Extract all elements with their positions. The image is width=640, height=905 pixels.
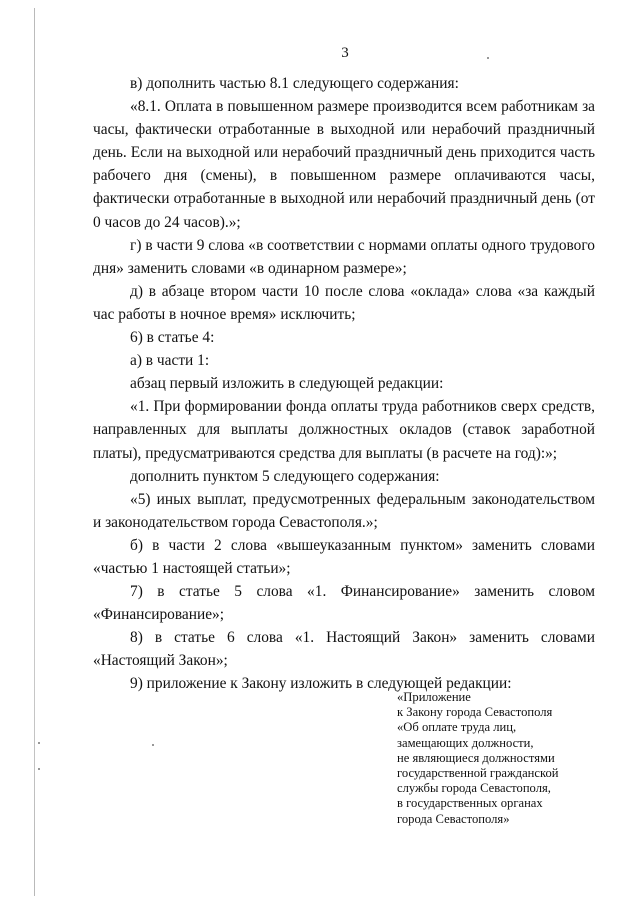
scan-speck: [38, 768, 40, 770]
appendix-line: города Севастополя»: [397, 811, 510, 826]
appendix-line: к Закону города Севастополя: [397, 705, 553, 720]
appendix-line: службы города Севастополя,: [397, 781, 551, 796]
appendix-line: «Приложение: [397, 690, 471, 704]
paragraph-part-9: г) в части 9 слова «в соответствии с нормами оплаты одного трудового дня» заменить словами «в одинарном размере»;: [93, 236, 595, 277]
paragraph-part-10: д) в абзаце втором части 10 после слова «оклада» слова «за каждый час работы в ночное время» исключить;: [93, 282, 595, 323]
appendix-line: «Об оплате труда лиц,: [397, 720, 517, 735]
paragraph-amend-part-8-1: в) дополнить частью 8.1 следующего содержания:: [130, 75, 459, 92]
paragraph-article-4: 6) в статье 4:: [130, 329, 215, 347]
appendix-line: государственной гражданской: [397, 766, 559, 781]
appendix-line: замещающих должности,: [397, 735, 534, 750]
scan-speck: [152, 744, 154, 746]
paragraph-article-5: 7) в статье 5 слова «1. Финансирование» заменить словом «Финансирование»;: [93, 583, 595, 624]
appendix-line: в государственных органах: [397, 796, 543, 811]
paragraph-article-6: 8) в статье 6 слова «1. Настоящий Закон» заменить словами «Настоящий Закон»;: [93, 629, 595, 670]
paragraph-part-8-1-text: «8.1. Оплата в повышенном размере производится всем работникам за часы, фактически отработанные в выходной или нерабочий праздничный день. Если на выходной или нерабочий праздничный день приходится часть рабочего дня (смены), в повышенном размере оплачиваются часы, фактически отработанные в выходной или нерабочий праздничный день (от 0 часов до 24 часов).»;: [93, 98, 595, 231]
paragraph-article-4-part-2: б) в части 2 слова «вышеуказанным пунктом» заменить словами «частью 1 настоящей статьи»;: [93, 536, 595, 577]
scan-edge-line: [34, 8, 35, 896]
document-body: [93, 72, 595, 696]
paragraph-item-5-text: «5) иных выплат, предусмотренных федеральным законодательством и законодательством города Севастополя.»;: [93, 490, 595, 531]
scan-speck: [38, 742, 40, 744]
paragraph-first-clause: абзац первый изложить в следующей редакции:: [130, 375, 444, 393]
appendix-line: не являющиеся должностями: [397, 750, 555, 765]
paragraph-payroll-fund: «1. При формировании фонда оплаты труда работников сверх средств, направленных для выплаты должностных окладов (ставок заработной платы), предусматриваются средства для выплаты (в расчете на год):»;: [93, 398, 595, 462]
paragraph-article-4-part-1: а) в части 1:: [130, 352, 210, 370]
paragraph-add-item-5: дополнить пунктом 5 следующего содержания:: [130, 467, 440, 485]
paragraph-appendix-intro: 9) приложение к Закону изложить в следующей редакции:: [130, 675, 512, 693]
appendix-heading-block: [397, 690, 607, 827]
page-number: 3: [341, 45, 349, 61]
